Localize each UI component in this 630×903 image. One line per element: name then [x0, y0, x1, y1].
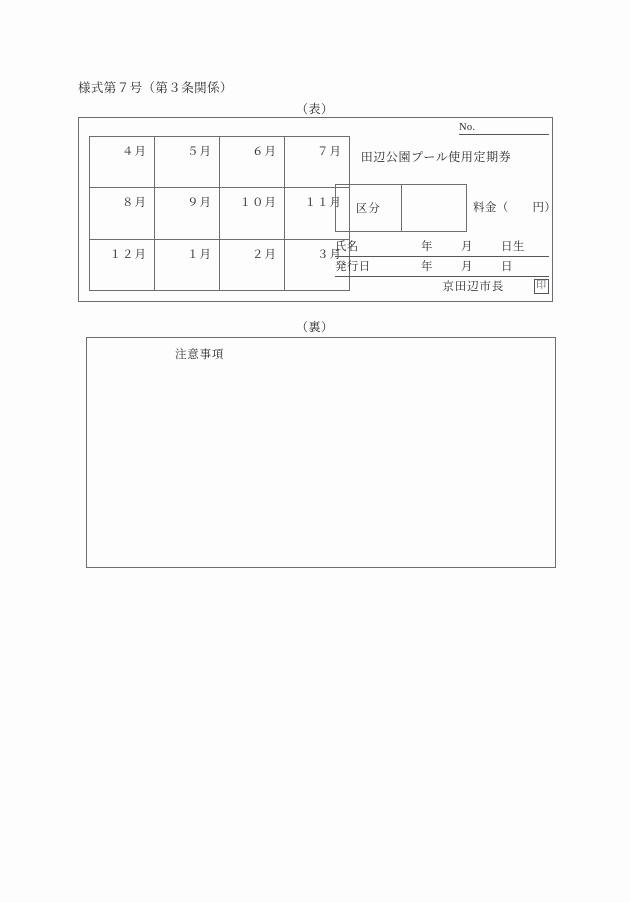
table-row — [90, 239, 350, 290]
back-side-label: （裏） — [296, 320, 334, 334]
ticket-front-card — [78, 117, 557, 302]
month-cell[interactable]: １２月 — [90, 239, 155, 290]
mayor-title: 京田辺市長 — [442, 281, 504, 293]
fee-field[interactable]: 料金（ 円） — [473, 202, 557, 214]
form-number-heading: 様式第７号（第３条関係） — [78, 81, 233, 95]
name-year-label: 年 — [421, 241, 433, 253]
front-side-label: （表） — [296, 102, 334, 116]
ticket-title: 田辺公園プール使用定期券 — [360, 150, 512, 164]
mayor-signature-row — [335, 278, 549, 294]
month-cell[interactable]: ８月 — [90, 188, 155, 239]
issue-month-label: 月 — [461, 261, 473, 273]
month-cell[interactable]: １月 — [155, 239, 220, 290]
classification-box — [335, 184, 467, 232]
name-month-label: 月 — [461, 241, 473, 253]
month-cell[interactable]: １０月 — [220, 188, 285, 239]
month-cell[interactable]: ４月 — [90, 137, 155, 188]
classification-label: 区分 — [336, 185, 402, 231]
issue-date-label: 発行日 — [335, 261, 371, 273]
month-cell[interactable]: ３月 — [285, 239, 350, 290]
ticket-back-card — [86, 337, 556, 568]
table-row — [90, 188, 350, 239]
ticket-number-field[interactable] — [459, 122, 549, 135]
issue-day-label: 日 — [501, 261, 513, 273]
notes-title: 注意事項 — [175, 349, 225, 361]
month-cell[interactable]: ５月 — [155, 137, 220, 188]
month-cell[interactable]: ２月 — [220, 239, 285, 290]
month-cell[interactable]: ７月 — [285, 137, 350, 188]
issue-year-label: 年 — [421, 261, 433, 273]
classification-value[interactable] — [402, 185, 467, 231]
seal-stamp-icon: 印 — [534, 279, 549, 294]
classification-row — [335, 184, 557, 232]
month-grid-table — [89, 136, 350, 291]
month-cell[interactable]: ９月 — [155, 188, 220, 239]
table-row — [90, 137, 350, 188]
issue-date-line[interactable] — [335, 258, 549, 277]
month-cell[interactable]: １１月 — [285, 188, 350, 239]
month-cell[interactable]: ６月 — [220, 137, 285, 188]
name-day-label: 日生 — [501, 241, 525, 253]
ticket-details-section — [331, 118, 557, 301]
name-label: 氏名 — [335, 241, 359, 253]
name-line[interactable] — [335, 238, 549, 257]
ticket-number-label: No. — [459, 122, 476, 133]
